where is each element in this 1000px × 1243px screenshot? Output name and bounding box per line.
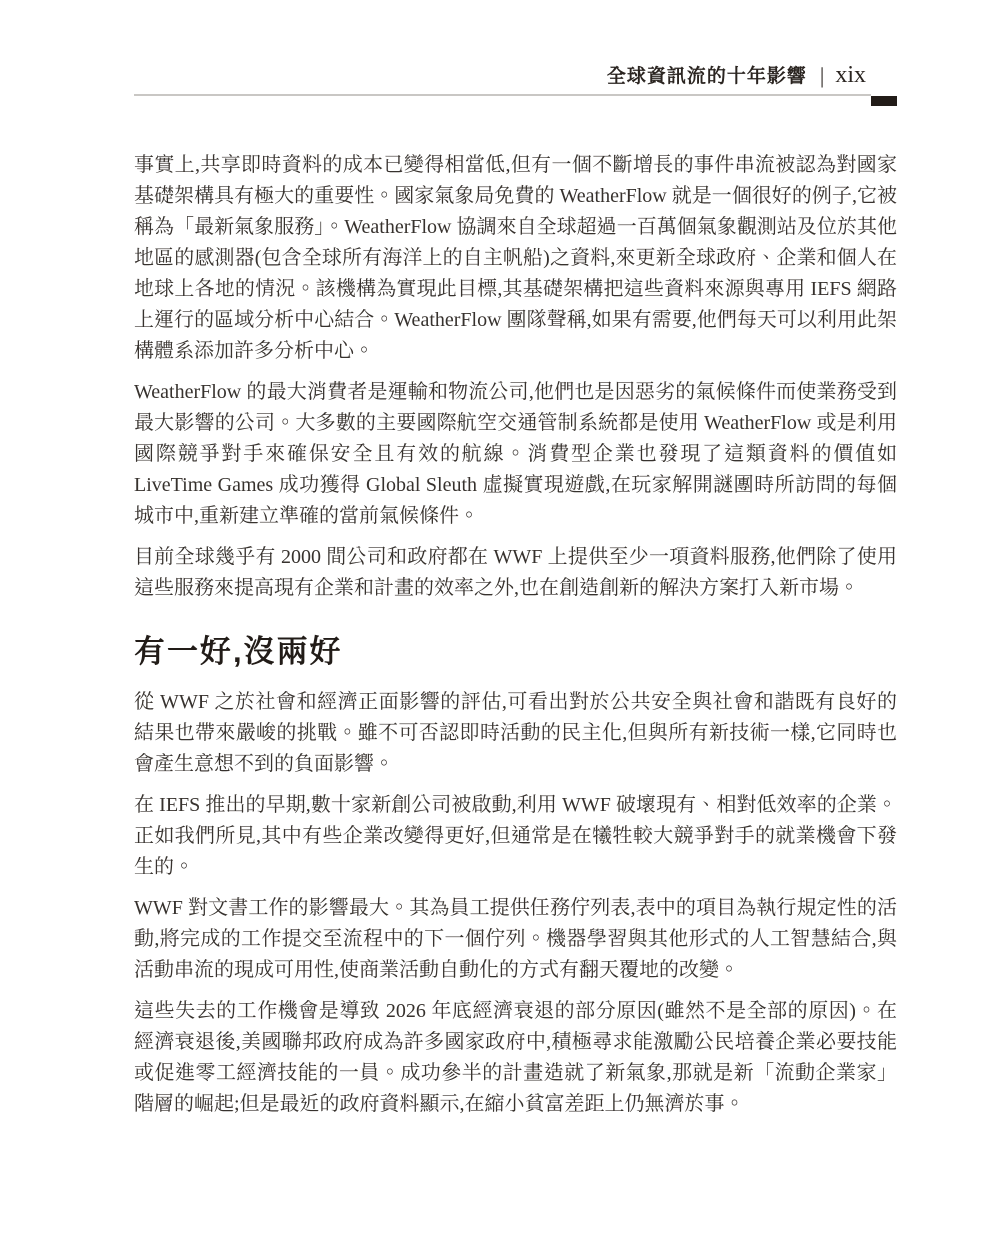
- running-header: [607, 61, 866, 89]
- paragraph-wwf-services: 目前全球幾乎有 2000 間公司和政府都在 WWF 上提供至少一項資料服務,他們除了使用這些服務來提高現有企業和計畫的效率之外,也在創造創新的解決方案打入新市場。: [134, 546, 897, 599]
- section-heading: 有一好,沒兩好: [134, 634, 343, 669]
- paragraph-weatherflow-consumers: WeatherFlow 的最大消費者是運輸和物流公司,他們也是因惡劣的氣候條件而使業務受到最大影響的公司。大多數的主要國際航空交通管制系統都是使用 WeatherFlow 或是利用國際競爭對手來確保安全且有效的航線。消費型企業也發現了這類資料的價值如 LiveTime Games 成功獲得 Global Sleuth 虛擬實現遊戲,在玩家解開謎團時所訪問的每個城市中,重新建立準確的當前氣候條件。: [134, 381, 897, 527]
- paragraph-wwf-paperwork: WWF 對文書工作的影響最大。其為員工提供任務佇列表,表中的項目為執行規定性的活動,將完成的工作提交至流程中的下一個佇列。機器學習與其他形式的人工智慧結合,與活動串流的現成可用性,使商業活動自動化的方式有翻天覆地的改變。: [134, 897, 897, 981]
- header-rule: [134, 94, 871, 96]
- page-number: xix: [835, 62, 866, 88]
- running-title: 全球資訊流的十年影響: [606, 66, 807, 87]
- paragraph-wwf-impact-assessment: 從 WWF 之於社會和經濟正面影響的評估,可看出對於公共安全與社會和諧既有良好的結果也帶來嚴峻的挑戰。雖不可否認即時活動的民主化,但與所有新技術一樣,它同時也會產生意想不到的負面影響。: [134, 691, 897, 775]
- page-content: [134, 150, 897, 1130]
- paragraph-weatherflow-intro: 事實上,共享即時資料的成本已變得相當低,但有一個不斷增長的事件串流被認為對國家基礎架構具有極大的重要性。國家氣象局免費的 WeatherFlow 就是一個很好的例子,它被稱為「最新氣象服務」。WeatherFlow 協調來自全球超過一百萬個氣象觀測站及位於其他地區的感測器(包含全球所有海洋上的自主帆船)之資料,來更新全球政府、企業和個人在地球上各地的情況。該機構為實現此目標,其基礎架構把這些資料來源與專用 IEFS 網路上運行的區域分析中心結合。WeatherFlow 團隊聲稱,如果有需要,他們每天可以利用此架構體系添加許多分析中心。: [134, 154, 897, 362]
- corner-tab-mark: [871, 96, 897, 106]
- header-separator: |: [819, 63, 825, 88]
- paragraph-iefs-startups: 在 IEFS 推出的早期,數十家新創公司被啟動,利用 WWF 破壞現有、相對低效率的企業。正如我們所見,其中有些企業改變得更好,但通常是在犧牲較大競爭對手的就業機會下發生的。: [134, 794, 897, 878]
- paragraph-job-losses-recession: 這些失去的工作機會是導致 2026 年底經濟衰退的部分原因(雖然不是全部的原因)。在經濟衰退後,美國聯邦政府成為許多國家政府中,積極尋求能激勵公民培養企業必要技能或促進零工經濟技能的一員。成功參半的計畫造就了新氣象,那就是新「流動企業家」階層的崛起;但是最近的政府資料顯示,在縮小貧富差距上仍無濟於事。: [134, 1000, 897, 1115]
